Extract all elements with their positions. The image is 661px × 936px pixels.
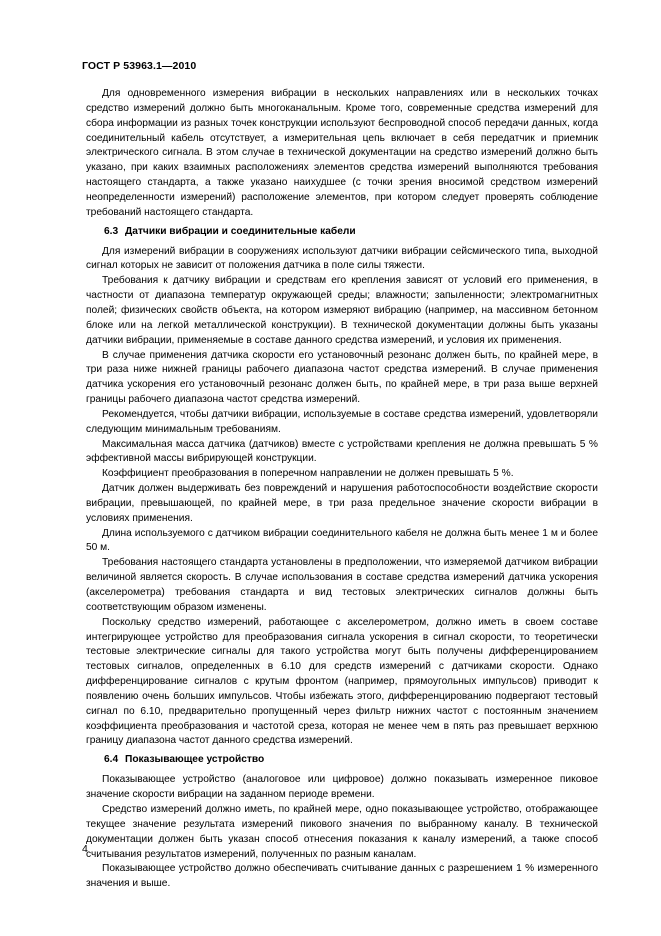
paragraph: Показывающее устройство должно обеспечивать считывание данных с разрешением 1 % измеренного значения и выше. [86,863,598,890]
page-number: 4 [82,843,88,855]
section-number: 6.4 [104,754,119,766]
paragraph: В случае применения датчика скорости его установочный резонанс должен быть, по крайней мере, в три раза ниже нижней границы рабочего диапазона частот средства измерений. В случае применения датчика ускорения его установочный резонанс должен быть, по крайней мере, в три раза выше верхней границы рабочего диапазона частот средства измерений. [86,349,598,406]
paragraph: Поскольку средство измерений, работающее с акселерометром, должно иметь в своем составе интегрирующее устройство для преобразования сигнала ускорения в сигнал скорости, то теоретически тестовые электрические сигналы для такого устройства могут быть получены дифференцированием тестовых сигналов, определенных в 6.10 для средств измерений с датчиками скорости. Однако дифференцирование сигналов с крутым фронтом (например, прямоугольных импульсов) приводит к появлению очень больших импульсов. Чтобы избежать этого, дифференцированию подвергают тестовый сигнал по 6.10, предварительно пропущенный через фильтр нижних частот с постоянным значением коэффициента преобразования и частотой среза, которая не менее чем в пять раз превышает верхнюю границу диапазона частот данного средства измерений. [86,616,598,747]
paragraph: Датчик должен выдерживать без повреждений и нарушения работоспособности воздействие скорости вибрации, превышающей, по крайней мере, в три раза предельное значение скорости вибрации в условиях применения. [86,483,598,524]
intro-paragraph: Для одновременного измерения вибрации в нескольких направлениях или в нескольких точках средство измерений должно быть многоканальным. Кроме того, современные средства измерений для сбора информации из разных точек конструкции используют беспроводной способ передачи данных, когда соединительный кабель отсутствует, а измерительная цепь включает в себя передатчик и приемник электрического сигнала. В этом случае в технической документации на средство измерений должно быть указано, при каких взаимных расположениях элементов средства измерений выполняются требования настоящего стандарта, а также указано наихудшее (с точки зрения вносимой средством измерений неопределенности измерений) расположение элементов, при котором следует проверять соблюдение требований настоящего стандарта. [86,88,598,218]
section-heading-6-4 [86,753,598,767]
paragraph: Требования к датчику вибрации и средствам его крепления зависят от условий его применения, в частности от диапазона температур окружающей среды; влажности; запыленности; электромагнитных полей; физических свойств объекта, на котором измеряют вибрацию (например, на массивном бетонном блоке или на легкой металлической конструкции). В технической документации должны быть указаны датчики вибрации, применяемые в составе данного средства измерений, и условия их применения. [86,275,598,346]
paragraph: Показывающее устройство (аналоговое или цифровое) должно показывать измеренное пиковое значение скорости вибрации на заданном периоде времени. [86,774,598,801]
section-heading-6-3 [86,225,598,239]
section-title: Показывающее устройство [125,754,265,766]
paragraph: Требования настоящего стандарта установлены в предположении, что измеряемой датчиком вибрации величиной является скорость. В случае использования в составе средства измерений датчика ускорения (акселерометра) требования стандарта и вид тестовых электрических сигналов должны быть соответствующим образом изменены. [86,557,598,613]
section-title: Датчики вибрации и соединительные кабели [125,225,356,237]
paragraph: Рекомендуется, чтобы датчики вибрации, используемые в составе средства измерений, удовлетворяли следующим минимальным требованиям. [86,408,598,435]
paragraph: Максимальная масса датчика (датчиков) вместе с устройствами крепления не должна превышать 5 % эффективной массы вибрирующей конструкции. [86,438,598,465]
paragraph: Коэффициент преобразования в поперечном направлении не должен превышать 5 %. [102,468,514,480]
paragraph: Длина используемого с датчиком вибрации соединительного кабеля не должна быть менее 1 м и более 50 м. [86,527,598,554]
section-number: 6.3 [104,225,119,237]
standard-header: ГОСТ Р 53963.1—2010 [82,60,197,72]
paragraph: Средство измерений должно иметь, по крайней мере, одно показывающее устройство, отображающее текущее значение результата измерений пикового значения по выбранному каналу. В технической документации должен быть указан способ отнесения показания к каналу измерений, а также способ считывания результатов измерений, полученных по разным каналам. [86,803,598,860]
page-content [86,87,598,892]
paragraph: Для измерений вибрации в сооружениях используют датчики вибрации сейсмического типа, выходной сигнал которых не зависит от положения датчика в поле силы тяжести. [86,245,598,272]
